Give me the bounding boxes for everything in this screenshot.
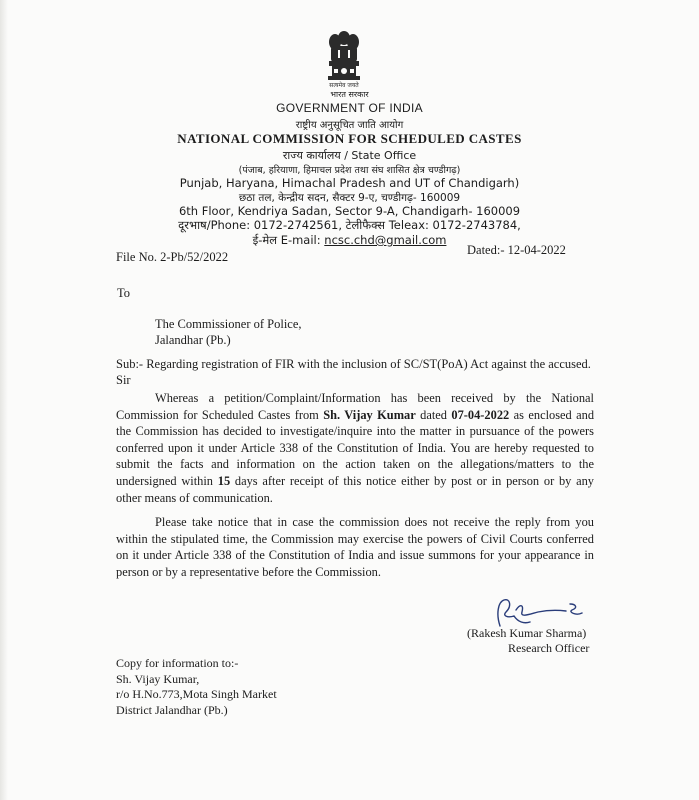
header-jurisdiction-english: Punjab, Haryana, Himachal Pradesh and UT of Chandigarh) — [179, 176, 520, 190]
header-address-hindi: छठा तल, केन्द्रीय सदन, सैक्टर 9-ए, चण्डीगढ़- 160009 — [238, 192, 461, 204]
header-commission-hindi: राष्ट्रीय अनुसूचित जाति आयोग — [295, 120, 404, 131]
body-paragraph-2: Please take notice that in case the commission does not receive the reply from you within the stipulated time, the Commission may exercise the powers of Civil Courts conferred on it under Article 338 of the Constitution of India and issue summons for your appearance in person or by a representative before the Commission. — [116, 515, 594, 579]
signatory-name: (Rakesh Kumar Sharma) — [467, 626, 587, 640]
copy-to-heading: Copy for information to:- — [116, 656, 239, 670]
letter-body — [116, 390, 594, 581]
salutation: Sir — [116, 373, 131, 387]
letter-date: Dated:- 12-04-2022 — [467, 243, 566, 257]
file-number: File No. 2-Pb/52/2022 — [116, 250, 229, 264]
copy-to-line-2: r/o H.No.773,Mota Singh Market — [116, 687, 277, 701]
p1-text-a: Whereas a petition/Complaint/Information has been received by the National Commission for Scheduled Castes from — [116, 391, 594, 422]
addressee-line-2: Jalandhar (Pb.) — [155, 333, 231, 347]
header-government: GOVERNMENT OF INDIA — [276, 101, 423, 115]
header-phone: दूरभाष/Phone: 0172-2742561, टेलीफैक्स Teleax: 0172-2743784, — [178, 218, 521, 232]
header-jurisdiction-hindi: (पंजाब, हरियाणा, हिमाचल प्रदेश तथा संघ शासित क्षेत्र चण्डीगढ़) — [238, 165, 461, 176]
addressee-block — [155, 316, 302, 348]
p1-complainant-name: Sh. Vijay Kumar — [323, 407, 416, 422]
copy-to-block — [116, 656, 277, 718]
signatory-designation: Research Officer — [508, 641, 590, 655]
header-email-line — [0, 233, 699, 248]
svg-text:सत्यमेव जयते: सत्यमेव जयते — [329, 82, 359, 88]
email-label: ई-मेल E-mail: — [252, 233, 325, 247]
subject-line: Sub:- Regarding registration of FIR with the inclusion of SC/ST(PoA) Act against the accused. — [116, 357, 591, 371]
p1-text-b: dated — [415, 407, 452, 422]
p1-text-d: days after receipt of this notice either by post or in person or by any other means of communication. — [116, 473, 594, 505]
p1-complaint-date: 07-04-2022 — [451, 407, 510, 422]
p1-days-count: 15 — [217, 473, 231, 488]
header-address-english: 6th Floor, Kendriya Sadan, Sector 9-A, Chandigarh- 160009 — [178, 204, 521, 218]
header-state-office: राज्य कार्यालय / State Office — [282, 149, 417, 162]
addressee-line-1: The Commissioner of Police, — [155, 317, 302, 331]
p1-text-c: as enclosed and the Commission has decided to investigate/inquire into the matter in pursuance of the powers conferred upon it under Article 338 of the Constitution of India. You are hereby requested to submit the facts and information on the action taken on the allegations/matters to the undersigned within — [116, 407, 595, 488]
header-bharat-sarkar: भारत सरकार — [330, 90, 369, 99]
body-paragraph-1 — [116, 390, 594, 506]
national-emblem-icon — [322, 28, 366, 88]
email-link[interactable]: ncsc.chd@gmail.com — [324, 233, 447, 247]
copy-to-line-1: Sh. Vijay Kumar, — [116, 671, 200, 686]
copy-to-line-3: District Jalandhar (Pb.) — [116, 702, 228, 717]
header-commission-english: NATIONAL COMMISSION FOR SCHEDULED CASTES — [177, 131, 522, 146]
to-label: To — [117, 286, 131, 300]
